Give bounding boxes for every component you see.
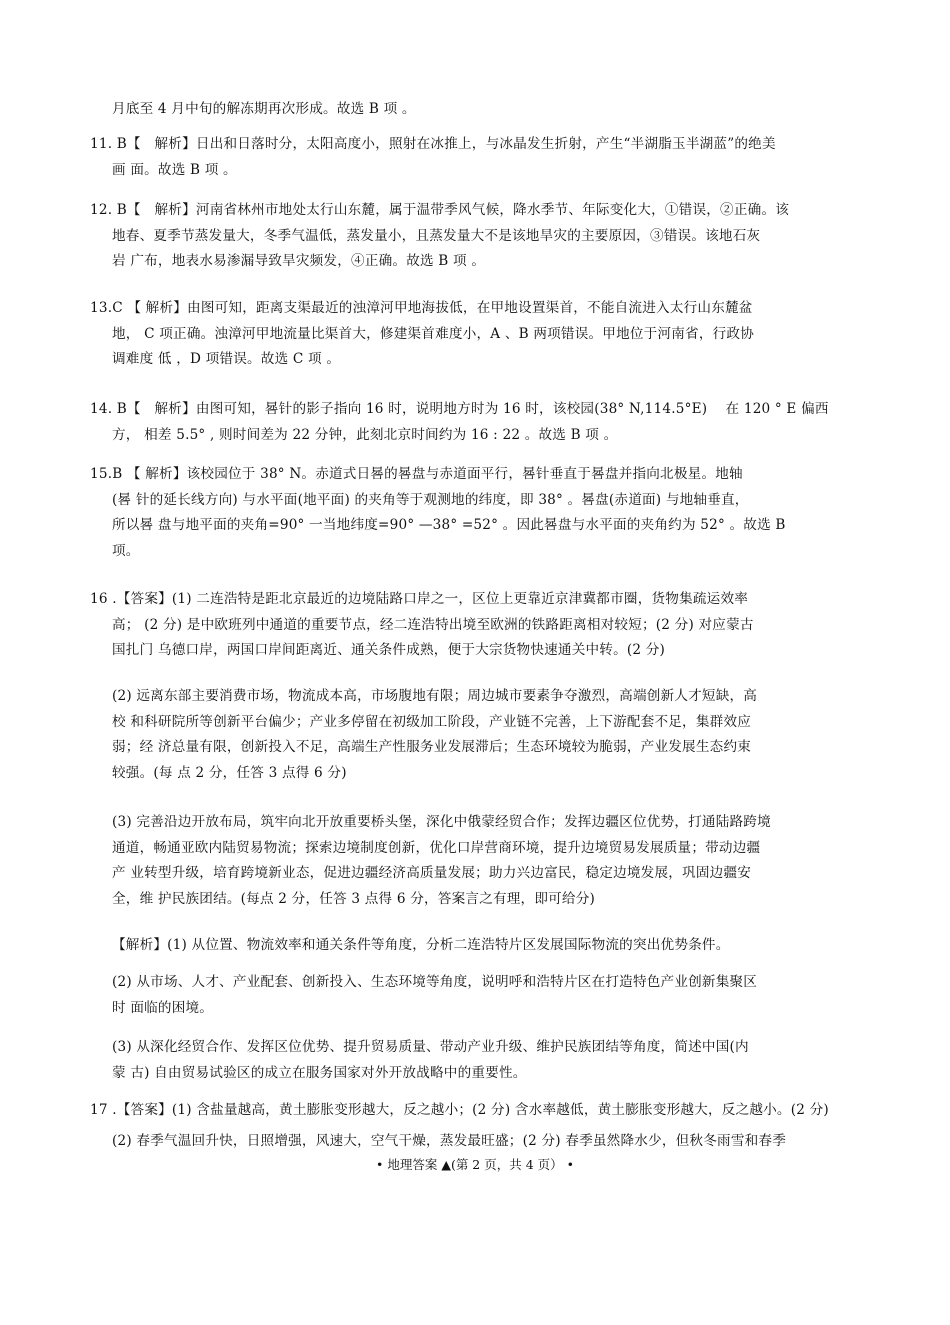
text-line: (晷 针的延长线方向) 与水平面(地平面) 的夹角等于观测地的纬度，即 38° 。晷盘(赤道面) 与地轴垂直， [112,491,749,508]
text-line: (2) 远离东部主要消费市场，物流成本高，市场腹地有限；周边城市要素争夺激烈，高端创新人才短缺，高 [112,688,758,704]
text-line: 产 业转型升级，培育跨境新业态，促进边疆经济高质量发展；助力兴边富民，稳定边境发展，巩固边疆安 [112,865,752,881]
text-line: 较强。(每 点 2 分，任答 3 点得 6 分) [112,764,347,781]
answer-q11 [90,132,776,183]
answer-q14 [90,397,829,448]
answer-q16-part1 [90,587,754,664]
text-line: 地， C 项正确。浊漳河甲地流量比渠首大，修建渠首难度小，A 、B 两项错误。甲地位于河南省，行政协 [112,325,755,342]
text-line: (2) 春季气温回升快，日照增强，风速大，空气干燥，蒸发最旺盛；(2 分) 春季虽然降水少，但秋冬雨雪和春季 [112,1133,786,1149]
text-line: 蒙 古) 自由贸易试验区的成立在服务国家对外开放战略中的重要性。 [112,1064,527,1081]
text-line: 国扎门 乌德口岸，两国口岸间距离近、通关条件成熟，便于大宗货物快速通关中转。(2 分) [112,642,666,658]
answer-q17-part2 [112,1129,786,1155]
text-line: 时 面临的困境。 [112,999,214,1016]
answer-q16-part3 [112,810,771,912]
text-line: 弱；经 济总量有限，创新投入不足，高端生产性服务业发展滞后；生态环境较为脆弱，产业发展生态约束 [112,739,752,755]
text-line: (3) 完善沿边开放布局，筑牢向北开放重要桥头堡，深化中俄蒙经贸合作；发挥边疆区位优势，打通陆路跨境 [112,814,771,830]
text-line: 13.C 【 解析】由图可知，距离支渠最近的浊漳河甲地海拔低，在甲地设置渠首，不能自流进入太行山东麓盆 [90,300,753,316]
text-line: 通道，畅通亚欧内陆贸易物流；探索边境制度创新，优化口岸营商环境，提升边境贸易发展质量；带动边疆 [112,839,761,856]
text-line: 校 和科研院所等创新平台偏少；产业多停留在初级加工阶段，产业链不完善，上下游配套不足，集群效应 [112,713,752,730]
answer-q12 [90,198,789,275]
text-line: (2) 从市场、人才、产业配套、创新投入、生态环境等角度，说明呼和浩特片区在打造特色产业创新集聚区 [112,974,758,990]
text-line: 17 .【答案】(1) 含盐量越高，黄土膨胀变形越大，反之越小；(2 分) 含水率越低，黄土膨胀变形越大，反之越小。(2 分) [90,1102,829,1118]
text-line: 高； (2 分) 是中欧班列中通道的重要节点，经二连浩特出境至欧洲的铁路距离相对较短；(2 分) 对应蒙古 [112,616,754,633]
page-footer: • 地理答案 ▲(第 2 页，共 4 页） • [376,1157,574,1172]
text-line: 方， 相差 5.5° , 则时间差为 22 分钟，此刻北京时间约为 16 : 22 。故选 B 项 。 [112,426,618,443]
text-line: 所以晷 盘与地平面的夹角=90° 一当地纬度=90° —38° =52° 。因此晷盘与水平面的夹角约为 52° 。故选 B [112,517,786,533]
text-line: 11. B【 解析】日出和日落时分，太阳高度小，照射在冰推上，与冰晶发生折射，产生“半湖脂玉半湖蓝”的绝美 [90,136,776,152]
analysis-q16-part1 [112,933,730,959]
answer-q17-part1 [90,1098,829,1124]
text-line: 12. B【 解析】河南省林州市地处太行山东麓，属于温带季风气候，降水季节、年际变化大，①错误，②正确。该 [90,202,790,218]
analysis-q16-part3 [112,1035,749,1086]
text-line: 项。 [112,542,140,559]
text-line: 全，维 护民族团结。(每点 2 分，任答 3 点得 6 分，答案言之有理，即可给分) [112,890,596,907]
text-line: 岩 广布，地表水易渗漏导致旱灾频发，④正确。故选 B 项 。 [112,253,486,269]
text-line: 画 面。故选 B 项 。 [112,161,237,178]
answer-q13 [90,296,754,373]
analysis-q16-part2 [112,970,757,1021]
text-line: 月底至 4 月中旬的解冻期再次形成。故选 B 项 。 [112,101,416,117]
text-line: 【解析】(1) 从位置、物流效率和通关条件等角度，分析二连浩特片区发展国际物流的突出优势条件。 [112,937,730,953]
answer-q16-part2 [112,684,757,786]
text-line: 15.B 【 解析】该校园位于 38° N。赤道式日晷的晷盘与赤道面平行，晷针垂直于晷盘并指向北极星。地轴 [90,466,743,482]
text-line: 地春、夏季节蒸发量大，冬季气温低，蒸发量小，且蒸发量大不是该地旱灾的主要原因，③错误。该地石灰 [112,227,761,244]
text-line: 14. B【 解析】由图可知，晷针的影子指向 16 时，说明地方时为 16 时，该校园(38° N,114.5°E) 在 120 ° E 偏西 [90,401,829,417]
answer-q15 [90,462,786,564]
text-line: 调难度 低 ，D 项错误。故选 C 项 。 [112,351,341,367]
text-line: (3) 从深化经贸合作、发挥区位优势、提升贸易质量、带动产业升级、维护民族团结等角度，简述中国(内 [112,1039,749,1055]
continuation-q10 [112,97,416,123]
text-line: 16 .【答案】(1) 二连浩特是距北京最近的边境陆路口岸之一，区位上更靠近京津冀都市圈，货物集疏运效率 [90,591,749,607]
